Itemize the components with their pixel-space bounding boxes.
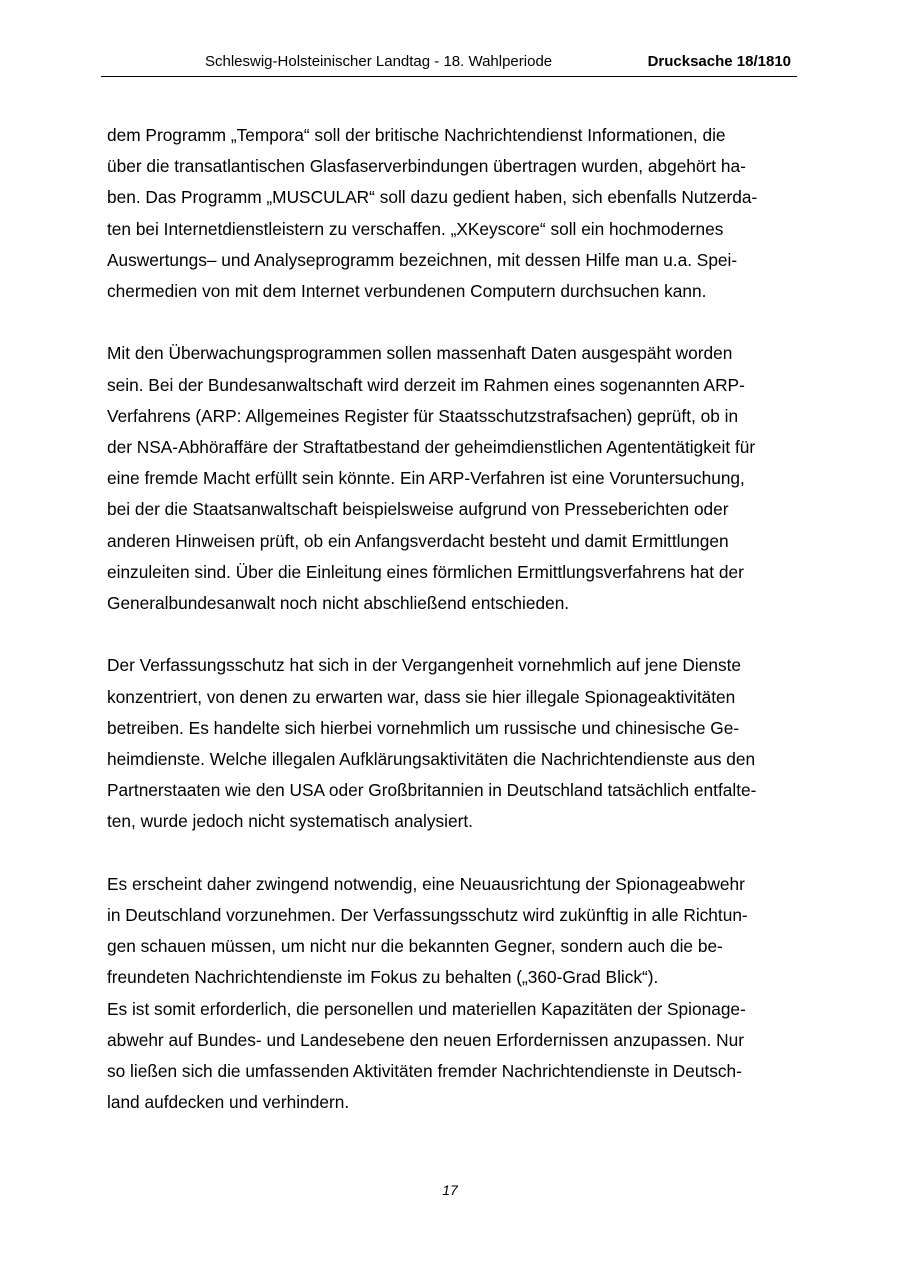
- text-line: ben. Das Programm „MUSCULAR“ soll dazu gedient haben, sich ebenfalls Nutzerda-: [107, 187, 758, 208]
- text-line: eine fremde Macht erfüllt sein könnte. Ein ARP-Verfahren ist eine Voruntersuchung,: [107, 468, 745, 489]
- text-line: abwehr auf Bundes- und Landesebene den neuen Erfordernissen anzupassen. Nur: [107, 1029, 744, 1050]
- text-line: der NSA-Abhöraffäre der Straftatbestand der geheimdienstlichen Agententätigkeit für: [107, 437, 756, 458]
- text-line: bei der die Staatsanwaltschaft beispielsweise aufgrund von Presseberichten oder: [107, 499, 729, 520]
- text-line: konzentriert, von denen zu erwarten war, dass sie hier illegale Spionageaktivitäten: [107, 686, 736, 707]
- text-line: betreiben. Es handelte sich hierbei vornehmlich um russische und chinesische Ge-: [107, 717, 740, 738]
- text-line: Generalbundesanwalt noch nicht abschließend entschieden.: [107, 593, 570, 614]
- paragraph-arp-procedure: [107, 338, 807, 619]
- text-line: einzuleiten sind. Über die Einleitung eines förmlichen Ermittlungsverfahrens hat der: [107, 561, 744, 582]
- text-line: freundeten Nachrichtendienste im Fokus zu behalten („360-Grad Blick“).: [107, 967, 659, 988]
- page-header: [101, 52, 797, 77]
- text-line: Mit den Überwachungsprogrammen sollen massenhaft Daten ausgespäht worden: [107, 343, 733, 364]
- paragraph-kapazitaeten: [107, 994, 807, 1119]
- text-line: chermedien von mit dem Internet verbundenen Computern durchsuchen kann.: [107, 281, 707, 302]
- paragraph-neuausrichtung: [107, 869, 807, 994]
- text-line: land aufdecken und verhindern.: [107, 1092, 350, 1113]
- text-line: heimdienste. Welche illegalen Aufklärungsaktivitäten die Nachrichtendienste aus den: [107, 749, 756, 770]
- text-line: sein. Bei der Bundesanwaltschaft wird derzeit im Rahmen eines sogenannten ARP-: [107, 374, 745, 395]
- text-line: dem Programm „Tempora“ soll der britische Nachrichtendienst Informationen, die: [107, 125, 726, 145]
- paragraph-programs: [107, 120, 807, 307]
- text-line: Es erscheint daher zwingend notwendig, eine Neuausrichtung der Spionageabwehr: [107, 873, 745, 894]
- text-line: Auswertungs– und Analyseprogramm bezeichnen, mit dessen Hilfe man u.a. Spei-: [107, 249, 738, 270]
- header-title: Schleswig-Holsteinischer Landtag - 18. Wahlperiode: [205, 53, 553, 70]
- text-line: gen schauen müssen, um nicht nur die bekannten Gegner, sondern auch die be-: [107, 936, 723, 957]
- text-line: in Deutschland vorzunehmen. Der Verfassungsschutz wird zukünftig in alle Richtun-: [107, 905, 748, 926]
- text-line: ten, wurde jedoch nicht systematisch analysiert.: [107, 811, 473, 832]
- text-line: Es ist somit erforderlich, die personellen und materiellen Kapazitäten der Spionage-: [107, 998, 746, 1019]
- text-line: ten bei Internetdienstleistern zu verschaffen. „XKeyscore“ soll ein hochmodernes: [107, 218, 724, 239]
- document-number: Drucksache 18/1810: [647, 53, 791, 70]
- text-line: über die transatlantischen Glasfaserverbindungen übertragen wurden, abgehört ha-: [107, 156, 746, 177]
- paragraph-verfassungsschutz: [107, 650, 807, 837]
- text-line: Partnerstaaten wie den USA oder Großbritannien in Deutschland tatsächlich entfalte-: [107, 780, 757, 801]
- text-line: Der Verfassungsschutz hat sich in der Vergangenheit vornehmlich auf jene Dienste: [107, 655, 742, 676]
- text-line: so ließen sich die umfassenden Aktivitäten fremder Nachrichtendienste in Deutsch-: [107, 1061, 742, 1082]
- text-line: anderen Hinweisen prüft, ob ein Anfangsverdacht besteht und damit Ermittlungen: [107, 530, 729, 551]
- body-text: [107, 120, 807, 1118]
- text-line: Verfahrens (ARP: Allgemeines Register für Staatsschutzstrafsachen) geprüft, ob in: [107, 405, 739, 426]
- page-number: 17: [442, 1182, 458, 1198]
